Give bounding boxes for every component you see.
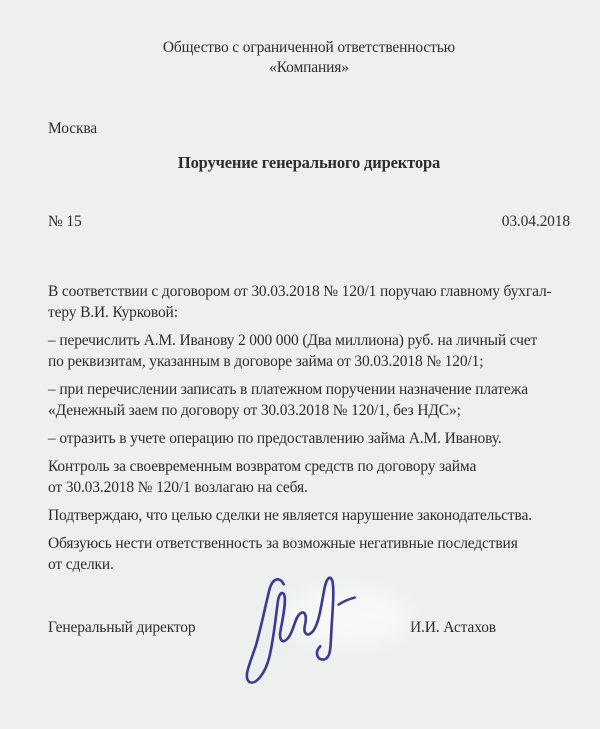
document-body	[48, 281, 570, 575]
handwritten-signature-icon	[238, 563, 370, 695]
paragraph-basis: В соответствии с договором от 30.03.2018 № 120/1 поручаю главному бухгал- теру В.И. Курковой:	[48, 283, 552, 321]
city-label: Москва	[48, 120, 98, 137]
company-name	[48, 38, 570, 77]
document-title: Поручение генерального директора	[177, 153, 441, 172]
document-number: № 15	[48, 213, 82, 230]
paragraph-control: Контроль за своевременным возвратом средств по договору займа от 30.03.2018 № 120/1 возлагаю на себя.	[48, 458, 477, 496]
company-name-line2: «Компания»	[269, 58, 349, 76]
document-date: 03.04.2018	[501, 213, 570, 230]
paragraph-item-payment-purpose: – при перечислении записать в платежном поручении назначение платежа «Денежный заем по договору от 30.03.2018 № 120/1, без НДС»;	[48, 381, 528, 419]
paragraph-item-accounting: – отразить в учете операцию по предоставлению займа А.М. Иванову.	[48, 430, 502, 447]
company-name-line1: Общество с ограниченной ответственностью	[162, 39, 456, 56]
paragraph-liability: Обязуюсь нести ответственность за возможные негативные последствия от сделки.	[48, 535, 518, 573]
document-meta-row	[48, 211, 570, 232]
paragraph-confirmation: Подтверждаю, что целью сделки не является нарушение законодательства.	[48, 507, 532, 524]
signer-position-title: Генеральный директор	[48, 619, 196, 636]
signer-name: И.И. Астахов	[410, 619, 496, 636]
signature-main-stroke	[247, 578, 333, 683]
paragraph-item-transfer: – перечислить А.М. Иванову 2 000 000 (Два миллиона) руб. на личный счет по реквизитам, указанным в договоре займа от 30.03.2018 № 120/1;	[48, 332, 538, 370]
signature-dash-stroke	[339, 598, 355, 605]
